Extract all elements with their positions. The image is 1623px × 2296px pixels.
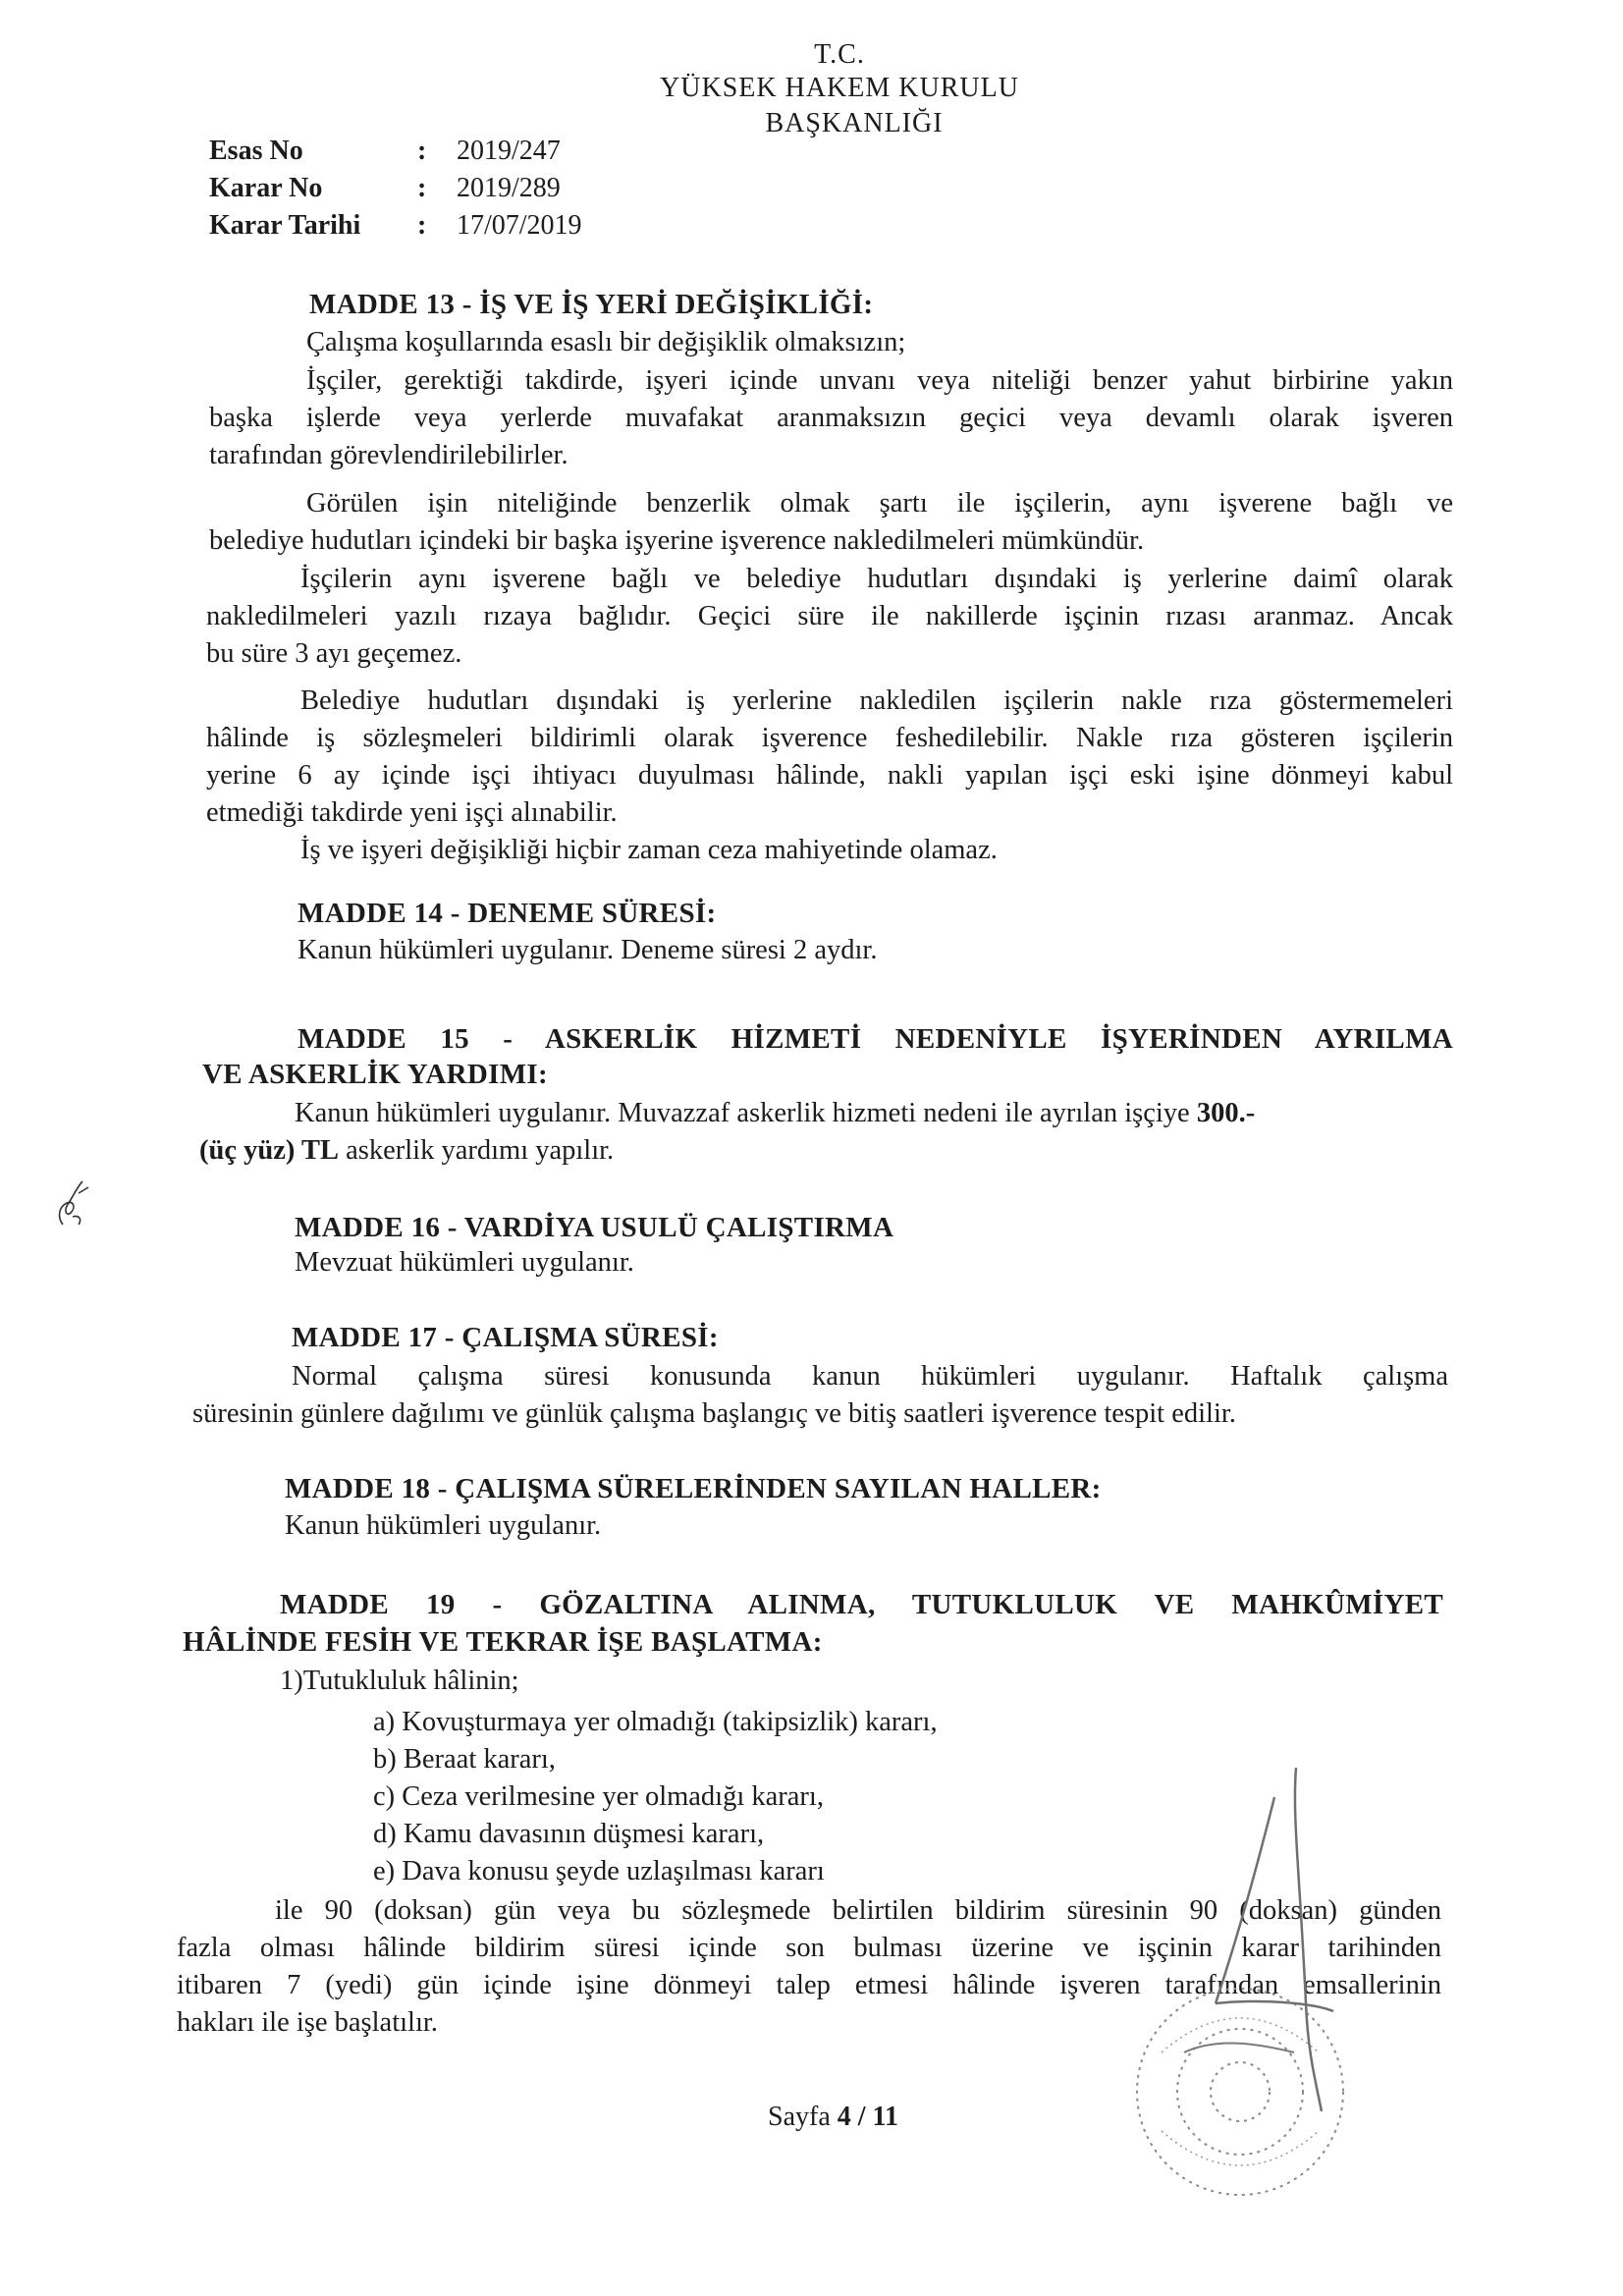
madde-13-line: başka işlerde veya yerlerde muvafakat aranmaksızın geçici veya devamlı olarak işveren xyxy=(209,403,1453,433)
header-tc: T.C. xyxy=(814,39,865,70)
madde-13-line: etmediği takdirde yeni işçi alınabilir. xyxy=(206,797,618,828)
meta-esas-no: Esas No : 2019/247 xyxy=(209,136,561,166)
margin-initial-mark xyxy=(49,1174,94,1232)
madde-14-title: MADDE 14 - DENEME SÜRESİ: xyxy=(298,898,717,929)
header-presidency: BAŞKANLIĞI xyxy=(765,108,944,138)
madde-13-title: MADDE 13 - İŞ VE İŞ YERİ DEĞİŞİKLİĞİ: xyxy=(309,289,874,320)
meta-value: 2019/289 xyxy=(457,173,561,203)
madde-13-line: belediye hudutları içindeki bir başka işyerine işverence nakledilmeleri mümkündür. xyxy=(209,525,1145,556)
madde-19-item: e) Dava konusu şeyde uzlaşılması kararı xyxy=(373,1856,825,1886)
madde-15-title: MADDE 15 - ASKERLİK HİZMETİ NEDENİYLE İŞYERİNDEN AYRILMA xyxy=(298,1023,1453,1055)
madde-13-line: İşçiler, gerektiği takdirde, işyeri içinde unvanı veya niteliği benzer yahut birbirine yakın xyxy=(306,365,1453,396)
madde-18-title: MADDE 18 - ÇALIŞMA SÜRELERİNDEN SAYILAN HALLER: xyxy=(285,1473,1102,1504)
madde-17-line: Normal çalışma süresi konusunda kanun hükümleri uygulanır. Haftalık çalışma xyxy=(292,1361,1448,1392)
madde-17-title: MADDE 17 - ÇALIŞMA SÜRESİ: xyxy=(292,1322,719,1353)
madde-16-line: Mevzuat hükümleri uygulanır. xyxy=(295,1247,634,1278)
madde-19-item: d) Kamu davasının düşmesi kararı, xyxy=(373,1819,765,1849)
madde-13-line: tarafından görevlendirilebilirler. xyxy=(209,440,568,470)
madde-19-item: c) Ceza verilmesine yer olmadığı kararı, xyxy=(373,1781,824,1812)
madde-13-line: nakledilmeleri yazılı rızaya bağlıdır. Geçici süre ile nakillerde işçinin rızası aranmaz. Ancak xyxy=(206,601,1453,631)
madde-13-line: hâlinde iş sözleşmeleri bildirimli olarak işverence feshedilebilir. Nakle rıza gösteren işçilerin xyxy=(206,723,1453,753)
madde-19-line: ile 90 (doksan) gün veya bu sözleşmede belirtilen bildirim süresinin 90 (doksan) günden xyxy=(275,1895,1441,1926)
meta-value: 2019/247 xyxy=(457,136,561,166)
meta-karar-no: Karar No : 2019/289 xyxy=(209,173,561,203)
madde-19-line: itibaren 7 (yedi) gün içinde işine dönmeyi talep etmesi hâlinde işveren tarafından emsallerinin xyxy=(177,1970,1441,2000)
meta-key: Karar No xyxy=(209,173,323,203)
madde-13-line: Çalışma koşullarında esaslı bir değişiklik olmaksızın; xyxy=(306,327,906,357)
madde-19-line: fazla olması hâlinde bildirim süresi içinde son bulması üzerine ve işçinin karar tarihinden xyxy=(177,1933,1441,1963)
madde-19-item: a) Kovuşturmaya yer olmadığı (takipsizlik) kararı, xyxy=(373,1707,938,1737)
page-number: Sayfa 4 / 11 xyxy=(768,2102,898,2132)
madde-15-title-cont: VE ASKERLİK YARDIMI: xyxy=(202,1059,548,1090)
madde-15-line: (üç yüz) TL askerlik yardımı yapılır. xyxy=(199,1135,615,1166)
madde-19-title: MADDE 19 - GÖZALTINA ALINMA, TUTUKLULUK VE MAHKÛMİYET xyxy=(280,1589,1443,1620)
meta-value: 17/07/2019 xyxy=(457,210,582,241)
madde-13-line: Görülen işin niteliğinde benzerlik olmak şartı ile işçilerin, aynı işverene bağlı ve xyxy=(306,488,1453,519)
madde-17-line: süresinin günlere dağılımı ve günlük çalışma başlangıç ve bitiş saatleri işverence tespit edilir. xyxy=(192,1398,1236,1429)
official-seal-stamp xyxy=(1068,1758,1392,2219)
madde-13-line: İş ve işyeri değişikliği hiçbir zaman ceza mahiyetinde olamaz. xyxy=(300,835,998,865)
meta-karar-tarihi: Karar Tarihi : 17/07/2019 xyxy=(209,210,582,241)
madde-14-line: Kanun hükümleri uygulanır. Deneme süresi 2 aydır. xyxy=(298,935,878,965)
madde-16-title: MADDE 16 - VARDİYA USULÜ ÇALIŞTIRMA xyxy=(295,1212,894,1243)
madde-18-line: Kanun hükümleri uygulanır. xyxy=(285,1510,602,1541)
madde-19-intro: 1)Tutukluluk hâlinin; xyxy=(280,1666,519,1696)
madde-15-line: Kanun hükümleri uygulanır. Muvazzaf askerlik hizmeti nedeni ile ayrılan işçiye 300.- xyxy=(295,1098,1256,1128)
madde-13-line: bu süre 3 ayı geçemez. xyxy=(206,638,462,669)
madde-13-line: İşçilerin aynı işverene bağlı ve belediye hudutları dışındaki iş yerlerine daimî olarak xyxy=(300,564,1453,594)
madde-19-line: hakları ile işe başlatılır. xyxy=(177,2007,438,2038)
madde-13-line: Belediye hudutları dışındaki iş yerlerine nakledilen işçilerin nakle rıza göstermemeleri xyxy=(300,685,1453,716)
madde-13-line: yerine 6 ay içinde işçi ihtiyacı duyulması hâlinde, nakli yapılan işçi eski işine dönmeyi kabul xyxy=(206,760,1453,791)
madde-19-item: b) Beraat kararı, xyxy=(373,1744,556,1775)
header-institution: YÜKSEK HAKEM KURULU xyxy=(660,73,1019,103)
meta-key: Karar Tarihi xyxy=(209,210,361,241)
meta-key: Esas No xyxy=(209,136,303,166)
madde-19-title-cont: HÂLİNDE FESİH VE TEKRAR İŞE BAŞLATMA: xyxy=(183,1626,823,1658)
